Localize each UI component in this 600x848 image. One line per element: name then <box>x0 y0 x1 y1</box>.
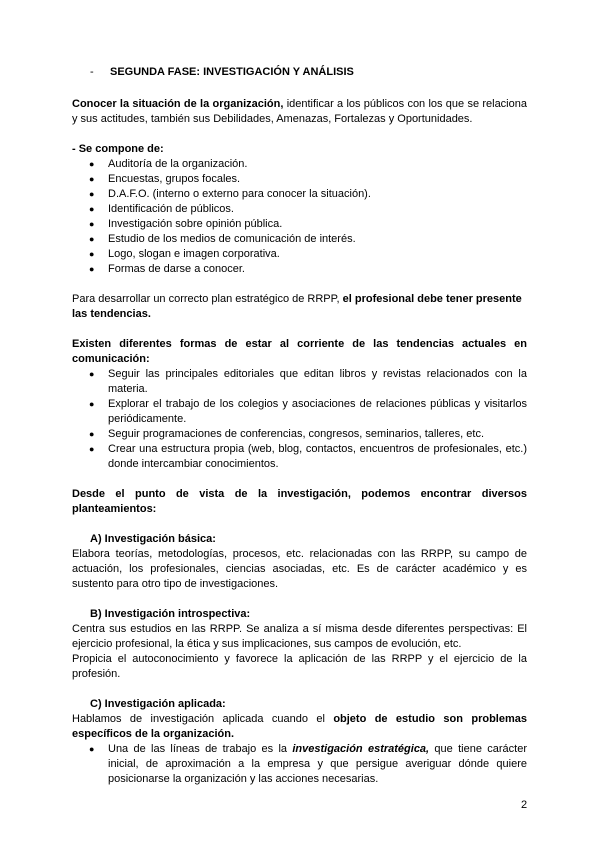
list-item: ● D.A.F.O. (interno o externo para conocer la situación). <box>89 188 371 200</box>
aplicada-text: Hablamos de investigación aplicada cuando el <box>72 713 334 725</box>
introspectiva-text-1: Centra sus estudios en las RRPP. Se analiza a sí misma desde diferentes perspectivas: El ejercicio profesional, la ética y sus implicaciones, sus campos de evolución, etc. <box>72 623 527 650</box>
compone-list <box>72 157 527 277</box>
plan-bold: el profesional debe tener presente las tendencias. <box>72 293 522 320</box>
list-item: ● Seguir programaciones de conferencias, congresos, seminarios, talleres, etc. <box>89 428 485 440</box>
list-item: ● Logo, slogan e imagen corporativa. <box>89 248 280 260</box>
tendencias-list <box>72 367 527 472</box>
intro-bold: Conocer la situación de la organización, <box>72 98 284 110</box>
bullet-icon: ● <box>89 219 95 229</box>
aplicada-paragraph <box>72 712 527 742</box>
bullet-icon: ● <box>89 744 95 754</box>
plan-text: Para desarrollar un correcto plan estratégico de RRPP, <box>72 293 343 305</box>
section-heading <box>72 66 527 78</box>
intro-text: identificar a los públicos con los que se relaciona y sus actitudes, también sus Debilidades, Amenazas, Fortalezas y Oportunidades. <box>72 98 527 125</box>
heading-dash: - <box>90 66 94 78</box>
list-item: ● Una de las líneas de trabajo es la investigación estratégica, que tiene carácter inicial, de aproximación a la empresa y que persigue averiguar dónde quiere posicionarse la organización y las acciones necesarias. <box>89 743 527 785</box>
heading-text: SEGUNDA FASE: INVESTIGACIÓN Y ANÁLISIS <box>110 66 354 78</box>
introspectiva-label: B) Investigación introspectiva: <box>90 608 251 620</box>
aplicada-list <box>72 742 527 787</box>
bullet-icon: ● <box>89 369 95 379</box>
list-item: ● Crear una estructura propia (web, blog, contactos, encuentros de profesionales, etc.) donde intercambiar conocimientos. <box>89 443 527 470</box>
bullet-icon: ● <box>89 204 95 214</box>
basica-text: Elabora teorías, metodologías, procesos, etc. relacionadas con las RRPP, su campo de actuación, los profesionales, ciencias asociadas, etc. Es de carácter académico y es sustento para otro tipo de investigaciones. <box>72 548 527 590</box>
bullet-icon: ● <box>89 234 95 244</box>
list-item: ● Explorar el trabajo de los colegios y asociaciones de relaciones públicas y visitarlos periódicamente. <box>89 398 527 425</box>
aplicada-item-emphasis: investigación estratégica, <box>292 743 430 755</box>
bullet-icon: ● <box>89 429 95 439</box>
compone-label: - Se compone de: <box>72 143 164 155</box>
bullet-icon: ● <box>89 159 95 169</box>
bullet-icon: ● <box>89 264 95 274</box>
list-item: ● Estudio de los medios de comunicación de interés. <box>89 233 356 245</box>
page-number: 2 <box>521 799 528 811</box>
introspectiva-text-2: Propicia el autoconocimiento y favorece la aplicación de las RRPP y el ejercicio de la profesión. <box>72 653 527 680</box>
list-item: ● Seguir las principales editoriales que editan libros y revistas relacionados con la materia. <box>89 368 527 395</box>
aplicada-bold: objeto de estudio son problemas específicos de la organización. <box>72 713 527 740</box>
bullet-icon: ● <box>89 444 95 454</box>
intro-paragraph <box>72 97 527 127</box>
bullet-icon: ● <box>89 399 95 409</box>
plan-paragraph <box>72 292 527 322</box>
bullet-icon: ● <box>89 174 95 184</box>
document-page <box>72 66 527 787</box>
basica-label: A) Investigación básica: <box>90 533 216 545</box>
list-item: ● Auditoría de la organización. <box>89 158 248 170</box>
list-item: ● Investigación sobre opinión pública. <box>89 218 283 230</box>
aplicada-label: C) Investigación aplicada: <box>90 698 226 710</box>
list-item: ● Encuestas, grupos focales. <box>89 173 241 185</box>
planteamientos-title: Desde el punto de vista de la investigación, podemos encontrar diversos planteamientos: <box>72 488 527 515</box>
list-item: ● Identificación de públicos. <box>89 203 234 215</box>
bullet-icon: ● <box>89 249 95 259</box>
list-item: ● Formas de darse a conocer. <box>89 263 245 275</box>
bullet-icon: ● <box>89 189 95 199</box>
tendencias-title: Existen diferentes formas de estar al corriente de las tendencias actuales en comunicación: <box>72 338 527 365</box>
